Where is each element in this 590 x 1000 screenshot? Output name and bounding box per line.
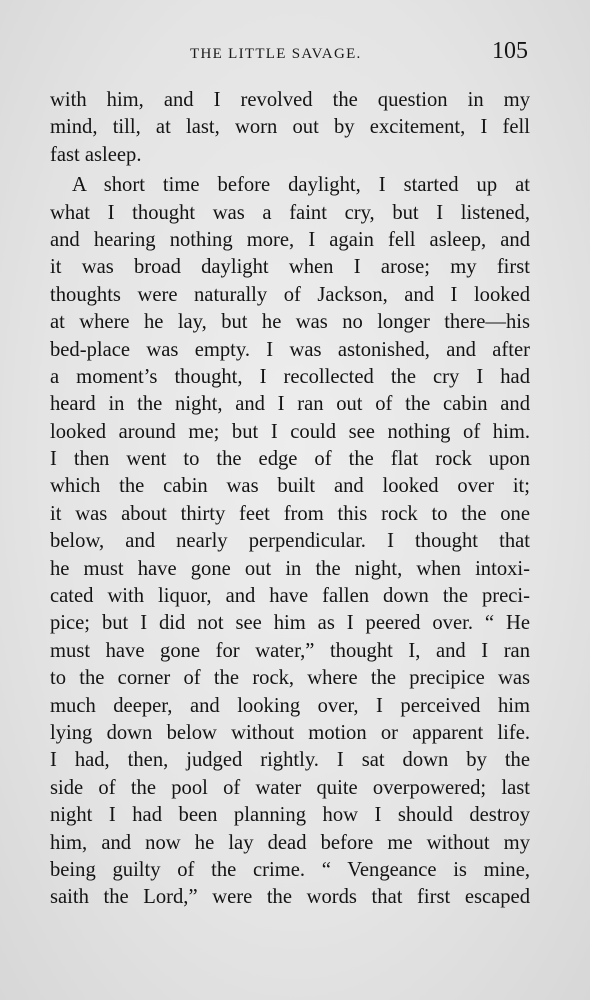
running-title: THE LITTLE SAVAGE. bbox=[190, 46, 362, 62]
text-line: side of the pool of water quite overpowered; last bbox=[50, 776, 530, 799]
text-line: to the corner of the rock, where the precipice was bbox=[50, 667, 530, 690]
page-header bbox=[50, 38, 530, 68]
text-line: which the cabin was built and looked over it; bbox=[50, 475, 530, 498]
body-text bbox=[50, 87, 530, 912]
text-line: a moment’s thought, I recollected the cry I had bbox=[50, 365, 530, 388]
text-line: must have gone for water,” thought I, and I ran bbox=[50, 639, 530, 662]
page-number: 105 bbox=[492, 38, 528, 64]
text-line: I then went to the edge of the flat rock upon bbox=[50, 448, 530, 471]
text-line: it was about thirty feet from this rock to the one bbox=[50, 502, 530, 525]
text-line: night I had been planning how I should destroy bbox=[50, 804, 530, 827]
text-line: mind, till, at last, worn out by excitement, I fell bbox=[50, 116, 530, 139]
text-line: heard in the night, and I ran out of the cabin and bbox=[50, 393, 530, 416]
paragraph bbox=[50, 172, 530, 912]
paragraph bbox=[50, 87, 530, 169]
text-line: he must have gone out in the night, when intoxi- bbox=[50, 557, 530, 580]
text-line: I had, then, judged rightly. I sat down by the bbox=[50, 749, 530, 772]
text-line: fast asleep. bbox=[50, 143, 142, 166]
text-line: much deeper, and looking over, I perceived him bbox=[50, 694, 530, 717]
text-line: thoughts were naturally of Jackson, and I looked bbox=[50, 283, 530, 306]
text-line: A short time before daylight, I started up at bbox=[72, 174, 530, 197]
text-line: looked around me; but I could see nothing of him. bbox=[50, 420, 530, 443]
text-line: below, and nearly perpendicular. I thought that bbox=[50, 530, 530, 553]
text-line: what I thought was a faint cry, but I listened, bbox=[50, 201, 530, 224]
text-line: saith the Lord,” were the words that first escaped bbox=[50, 886, 530, 909]
text-line: it was broad daylight when I arose; my first bbox=[50, 256, 530, 279]
text-line: pice; but I did not see him as I peered over. “ He bbox=[50, 612, 530, 635]
text-line: bed-place was empty. I was astonished, and after bbox=[50, 338, 530, 361]
text-line: at where he lay, but he was no longer there—his bbox=[50, 311, 530, 334]
text-line: being guilty of the crime. “ Vengeance is mine, bbox=[50, 858, 530, 881]
text-line: and hearing nothing more, I again fell asleep, and bbox=[50, 228, 530, 251]
text-line: lying down below without motion or apparent life. bbox=[50, 721, 530, 744]
text-line: with him, and I revolved the question in my bbox=[50, 89, 530, 111]
text-line: cated with liquor, and have fallen down the preci- bbox=[50, 585, 530, 608]
text-line: him, and now he lay dead before me without my bbox=[50, 831, 530, 854]
